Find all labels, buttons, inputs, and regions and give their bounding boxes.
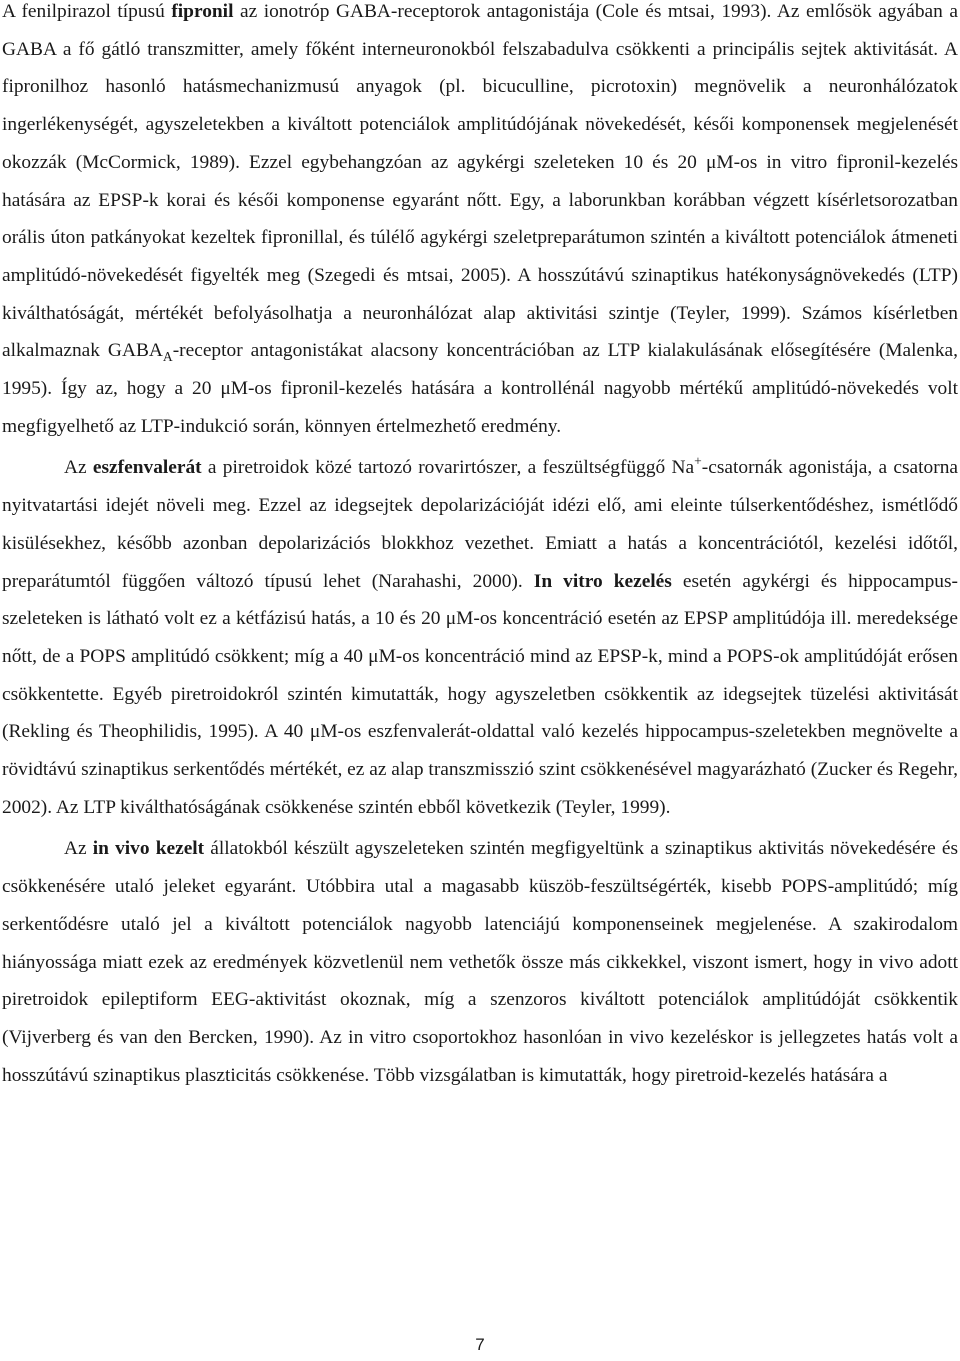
paragraph-in-vivo — [0, 830, 958, 1094]
bold-term-in-vivo: in vivo kezelt — [92, 838, 205, 860]
bold-term-in-vitro: In vitro kezelés — [533, 570, 672, 592]
text-run: A fenilpirazol típusú — [2, 1, 172, 22]
text-run: esetén agykérgi és hippocampus-szeleteken is látható volt ez a kétfázisú hatás, a 10 és 20 μM-os koncentráció esetén az EPSP amplitúdója ill. meredeksége nőtt, de a POPS amplitúdó csökkent; míg a 40 μM-os koncentráció mind az EPSP-k, mind a POPS-ok amplitúdóját erősen csökkentette. Egyéb piretroidokról szintén kimutatták, hogy agyszeletben csökkentik az idegsejtek tüzelési aktivitását (Rekling és Theophilidis, 1995). A 40 μM-os eszfenvalerát-oldattal való kezelés hippocampus-szeletekben megnövelte a rövidtávú szinaptikus serkentődés mértékét, ez az alap transzmisszió szint csökkenésével magyarázható (Zucker és Regehr, 2002). Az LTP kiválthatóságának csökkenése szintén ebből következik (Teyler, 1999). — [2, 570, 959, 818]
text-run: a piretroidok közé tartozó rovarirtószer, a feszültségfüggő Na — [201, 457, 695, 479]
paragraph-fipronil — [0, 0, 958, 445]
bold-term-eszfenvalerat: eszfenvalerát — [92, 457, 202, 479]
text-run: az ionotróp GABA-receptorok antagonistája (Cole és mtsai, 1993). Az emlősök agyában a GABA a fő gátló transzmitter, amely főként interneuronokból felszabadulva csökkenti a principális sejtek aktivitását. A fipronilhoz hasonló hatásmechanizmusú anyagok (pl. bicuculline, picrotoxin) megnövelik a neuronhálózatok ingerlékenységét, agyszeletekben a kiváltott potenciálok amplitúdójának növekedését, késői komponensek megjelenését okozzák (McCormick, 1989). Ezzel egybehangzóan az agykérgi szeleteken 10 és 20 μM-os in vitro fipronil-kezelés hatására az EPSP-k korai és késői komponense egyaránt nőtt. Egy, a laborunkban korábban végzett kísérletsorozatban orális úton patkányokat kezeltek fipronillal, és túlélő agykérgi szeletpreparátumon szintén a kiváltott potenciálok átmeneti amplitúdó-növekedését figyelték meg (Szegedi és mtsai, 2005). A hosszútávú szinaptikus hatékonyságnövekedés (LTP) kiválthatóságát, mértékét befolyásolhatja a neuronhálózat alap aktivitási szintje (Teyler, 1999). Számos kísérletben alkalmaznak GABA — [2, 1, 958, 362]
text-run: -receptor antagonistákat alacsony koncentrációban az LTP kialakulásának elősegítésére (Malenka, 1995). Így az, hogy a 20 μM-os fipronil-kezelés hatására a kontrollénál nagyobb mértékű amplitúdó-növekedés volt megfigyelhető az LTP-indukció során, könnyen értelmezhető eredmény. — [2, 340, 958, 437]
page-number: 7 — [475, 1335, 485, 1354]
paragraph-eszfenvalerat — [0, 449, 958, 826]
text-run: Az — [64, 457, 93, 479]
bold-term-fipronil: fipronil — [171, 1, 234, 22]
text-run: állatokból készült agyszeleteken szintén megfigyeltünk a szinaptikus aktivitás növekedésére és csökkenésére utaló jeleket egyaránt. Utóbbira utal a magasabb küszöb-feszültségérték, kisebb POPS-amplitúdó; míg serkentődésre utaló jel a kiváltott potenciálok nagyobb latenciájú komponenseinek megjelenése. A szakirodalom hiányossága miatt ezek az eredmények közvetlenül nem vethetők össze más cikkekkel, viszont ismert, hogy in vivo adott piretroidok epileptiform EEG-aktivitást okoznak, míg a szenzoros kiváltott potenciálok amplitúdóját csökkentik (Vijverberg és van den Bercken, 1990). Az in vitro csoportokhoz hasonlóan in vivo kezeléskor is jellegzetes hatás volt a hosszútávú szinaptikus plaszticitás csökkenése. Több vizsgálatban is kimutatták, hogy piretroid-kezelés hatására a — [2, 838, 958, 1086]
text-run: -csatornák agonistája, a csatorna nyitvatartási idejét növeli meg. Ezzel az idegsejtek depolarizációját idézi elő, ami eleinte túlserkentődéshez, ismétlődő kisülésekhez, később azonban depolarizációs blokkhoz vezethet. Emiatt a hatás a koncentrációtól, kezelési időtől, preparátumtól függően változó típusú lehet (Narahashi, 2000). — [2, 457, 958, 592]
text-run: Az — [64, 838, 93, 860]
subscript: A — [162, 349, 173, 365]
superscript: + — [694, 453, 702, 469]
